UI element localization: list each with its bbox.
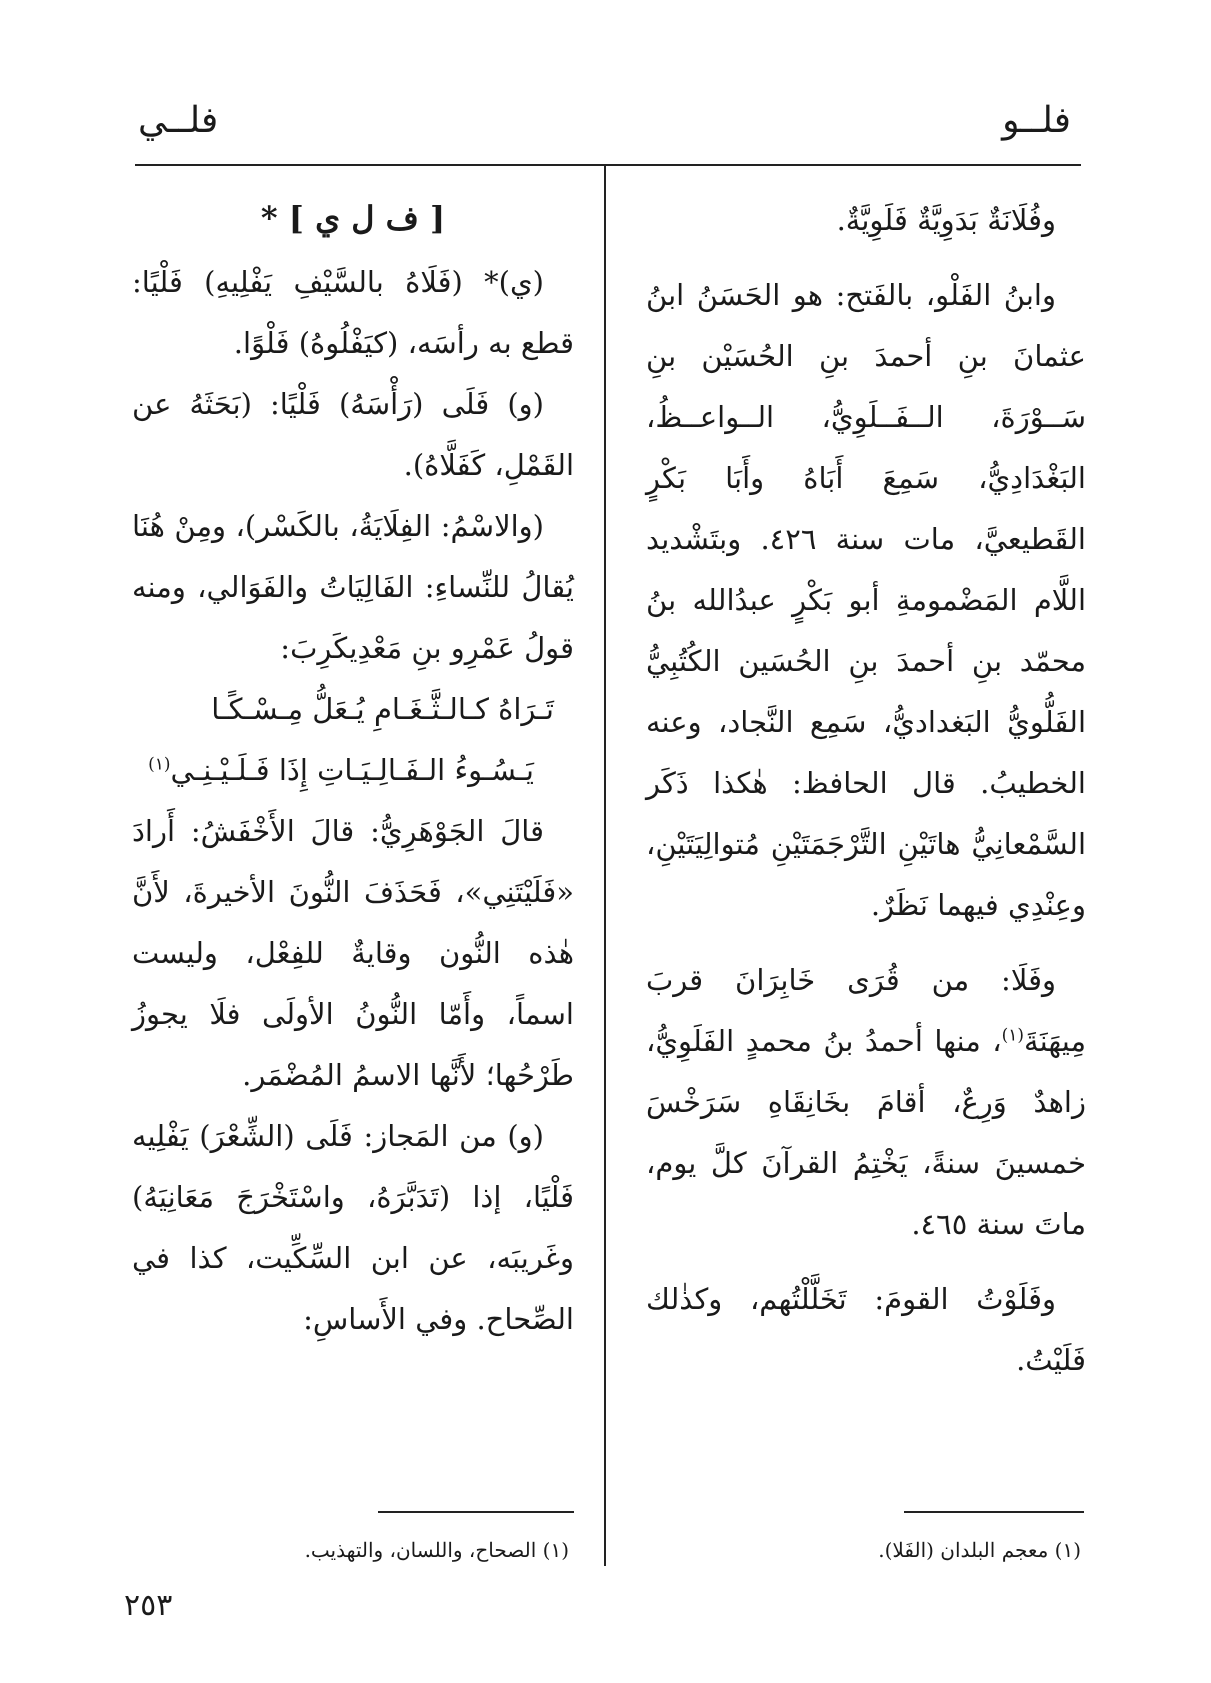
paragraph-majaz: (و) من المَجاز: فَلَى (الشِّعْرَ) يَفْلِيه فَلْيًا، إذا (تَدَبَّرَهُ، واسْتَخْرَجَ مَعَانِيَهُ) وغَريبَه، عن ابن السِّكِّيت، كذا في الصِّحاح. وفي الأَساسِ:: [132, 1119, 574, 1336]
right-column: [646, 190, 1086, 1391]
paragraph-jawhari: قالَ الجَوْهَرِيُّ: قالَ الأَخْفَشُ: أَرادَ «فَلَيْتَنِي»، فَحَذَفَ النُّونَ الأخيرةَ، لأَنَّ هٰذه النُّون وقايةٌ للفِعْل، وليست اسماً، وأَمّا النُّونُ الأولَى فلَا يجوزُ طَرْحُها؛ لأَنَّها الاسمُ المُضْمَر.: [132, 814, 574, 1092]
footnote-rule-right: [904, 1511, 1084, 1513]
column-divider: [604, 166, 606, 1566]
fala-text-end: ، منها أحمدُ بنُ محمدٍ الفَلَوِيُّ، زاهدٌ وَرِعٌ، أقامَ بخَانِقَاهِ سَرَخْسَ خمسينَ سنةً، يَخْتِمُ القرآنَ كلَّ يوم، ماتَ سنة ٤٦٥.: [646, 1024, 1086, 1241]
paragraph-fala-village: [646, 950, 1086, 1255]
verse-line-2-text: يَـسُـوءُ الـفَـالِـيَـاتِ إِذَا فَـلَـيْـنِـي: [170, 753, 534, 787]
entry-heading: [ ف ل ي ] *: [260, 199, 446, 237]
footnote-rule-left: [378, 1511, 574, 1513]
footnote-marker: (١): [1001, 1025, 1025, 1046]
verse-line-2: [132, 740, 574, 801]
verse-line-1: تَـرَاهُ كـالـثَّـغَـامِ يُـعَلُّ مِـسْـكًـا: [211, 692, 554, 726]
paragraph-female-desert: وفُلَانَةٌ بَدَوِيَّةٌ فَلَوِيَّةٌ.: [836, 203, 1056, 237]
paragraph-fala-rasahu: (و) فَلَى (رَأْسَهُ) فَلْيًا: (بَحَثَهُ عن القَمْلِ، كَفَلَّاهُ).: [132, 387, 574, 482]
paragraph-falawtu: وفَلَوْتُ القومَ: تَخَلَّلْتُهم، وكذٰلك فَلَيْتُ.: [646, 1282, 1086, 1377]
fala-text-start: وفَلَا: من قُرَى خَابِرَانَ قربَ مِيهَنَةَ: [646, 963, 1086, 1058]
header-rule: [135, 164, 1081, 166]
running-head-left: فلــي: [138, 100, 219, 141]
verse-footnote-marker: (١): [148, 754, 171, 775]
footnote-left: (١) الصحاح، واللسان، والتهذيب.: [304, 1538, 569, 1562]
left-column: [132, 190, 574, 1350]
paragraph-al-ism: (والاسْمُ: الفِلَايَةُ، بالكَسْر)، ومِنْ هُنَا يُقالُ للنِّساءِ: الفَالِيَاتُ والفَوَالي، ومنه قولُ عَمْرِو بنِ مَعْدِيكَرِبَ:: [132, 509, 574, 665]
paragraph-ibn-al-falw: وابنُ الفَلْو، بالفَتح: هو الحَسَنُ ابنُ عثمانَ بنِ أحمدَ بنِ الحُسَيْن بنِ سَــوْرَةَ، الــفَــلَوِيُّ، الــواعــظُ، البَغْدَادِيُّ، سَمِعَ أَبَاهُ وأَبَا بَكْرٍ القَطيعيَّ، مات سنة ٤٢٦. وبتَشْديد اللَّام المَضْمومةِ أبو بَكْرٍ عبدُالله بنُ محمّد بنِ أحمدَ بنِ الحُسَين الكُتُبِيُّ الفَلُّويُّ البَغداديُّ، سَمِع النَّجاد، وعنه الخطيبُ. قال الحافظ: هٰكذا ذَكَر السَّمْعانِيُّ هاتَيْنِ التَّرْجَمَتَيْنِ مُتوالِيَتَيْنِ، وعِنْدِي فيهما نَظَرٌ.: [646, 278, 1086, 922]
running-head-right: فلــو: [1002, 100, 1071, 141]
page-number: ٢٥٣: [124, 1588, 173, 1623]
paragraph-falahu: (ي)* (فَلَاهُ بالسَّيْفِ يَفْلِيهِ) فَلْيًا: قطع به رأسَه، (كيَفْلُوهُ) فَلْوًا.: [132, 265, 574, 360]
footnote-right: (١) معجم البلدان (الفَلا).: [878, 1538, 1081, 1562]
